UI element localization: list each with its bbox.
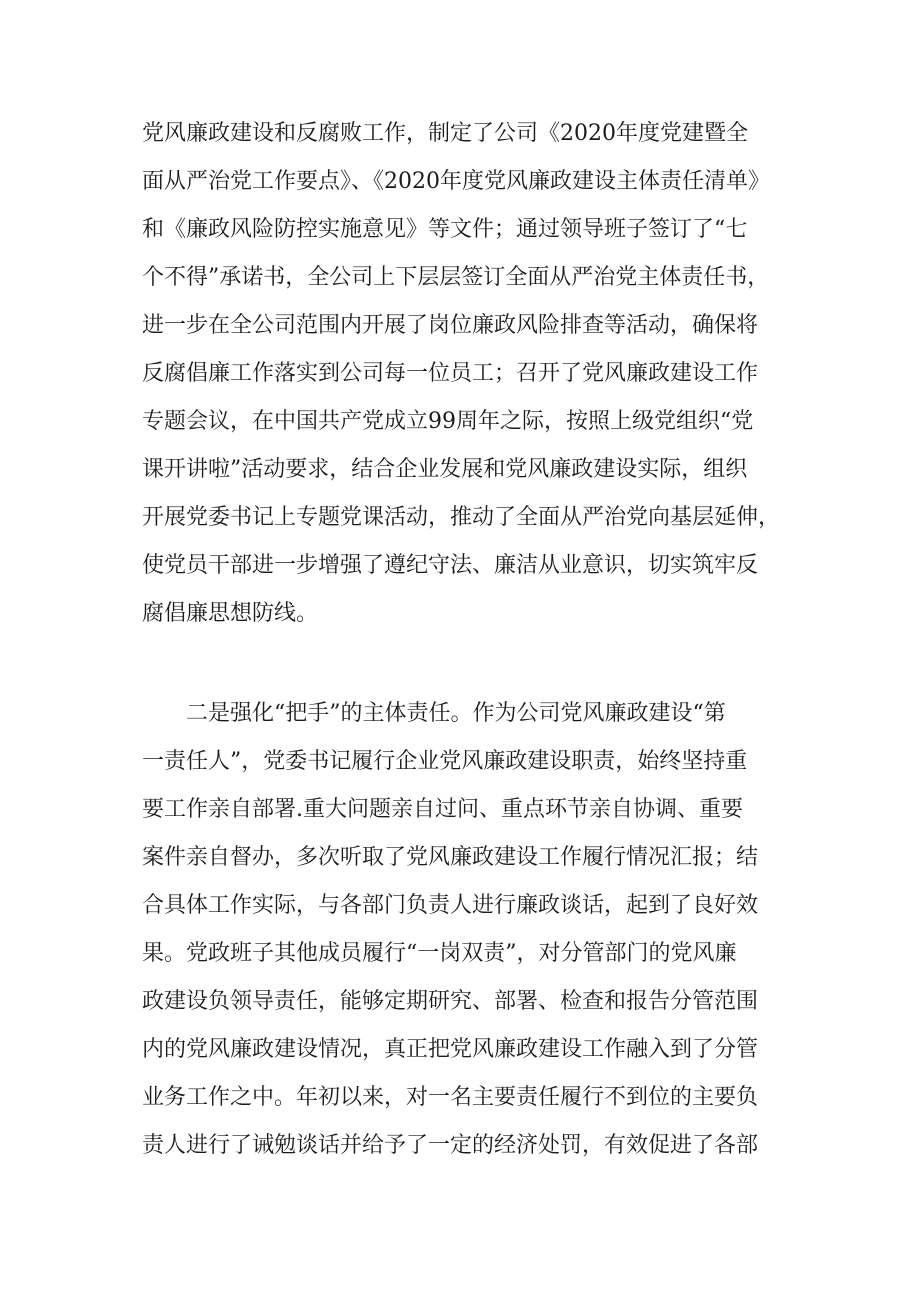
paragraph-2-line-3: 要工作亲自部署.重大问题亲自过问、重点环节亲自协调、重要 [142, 797, 743, 822]
paragraph-1-line-1: 党风廉政建设和反腐败工作，制定了公司《2020年度党建暨全 [142, 121, 748, 146]
paragraph-1-line-11: 腐倡廉思想防线。 [142, 601, 319, 626]
paragraph-1-line-5: 进一步在全公司范围内开展了岗位廉政风险排查等活动，确保将 [142, 313, 759, 338]
paragraph-1-line-4: 个不得”承诺书，全公司上下层层签订全面从严治党主体责任书， [142, 265, 770, 290]
paragraph-2-line-6: 果。党政班子其他成员履行“一岗双责”，对分管部门的党风廉 [142, 941, 737, 966]
paragraph-2-line-10: 责人进行了诫勉谈话并给予了一定的经济处罚，有效促进了各部 [142, 1133, 759, 1158]
paragraph-2-line-7: 政建设负领导责任，能够定期研究、部署、检查和报告分管范围 [142, 989, 759, 1014]
paragraph-1-line-9: 开展党委书记上专题党课活动，推动了全面从严治党向基层延伸， [142, 505, 781, 530]
paragraph-1-line-2: 面从严治党工作要点》、《2020年度党风廉政建设主体责任清单》 [142, 169, 770, 194]
paragraph-1-line-10: 使党员干部进一步增强了遵纪守法、廉洁从业意识，切实筑牢反 [142, 553, 759, 578]
paragraph-1-line-3: 和《廉政风险防控实施意见》等文件；通过领导班子签订了“七 [142, 217, 748, 242]
paragraph-1-line-6: 反腐倡廉工作落实到公司每一位员工；召开了党风廉政建设工作 [142, 361, 759, 386]
paragraph-2-line-5: 合具体工作实际，与各部门负责人进行廉政谈话，起到了良好效 [142, 893, 759, 918]
paragraph-1-line-7: 专题会议，在中国共产党成立99周年之际，按照上级党组织“党 [142, 409, 754, 434]
paragraph-1-line-8: 课开讲啦”活动要求，结合企业发展和党风廉政建设实际，组织 [142, 457, 748, 482]
paragraph-2-line-1: 二是强化“把手”的主体责任。作为公司党风廉政建设“第 [186, 701, 726, 726]
paragraph-2-line-9: 业务工作之中。年初以来，对一名主要责任履行不到位的主要负 [142, 1085, 759, 1110]
paragraph-2-line-8: 内的党风廉政建设情况，真正把党风廉政建设工作融入到了分管 [142, 1037, 759, 1062]
paragraph-2-line-2: 一责任人”，党委书记履行企业党风廉政建设职责，始终坚持重 [142, 749, 748, 774]
paragraph-2-line-4: 案件亲自督办，多次听取了党风廉政建设工作履行情况汇报；结 [142, 845, 759, 870]
